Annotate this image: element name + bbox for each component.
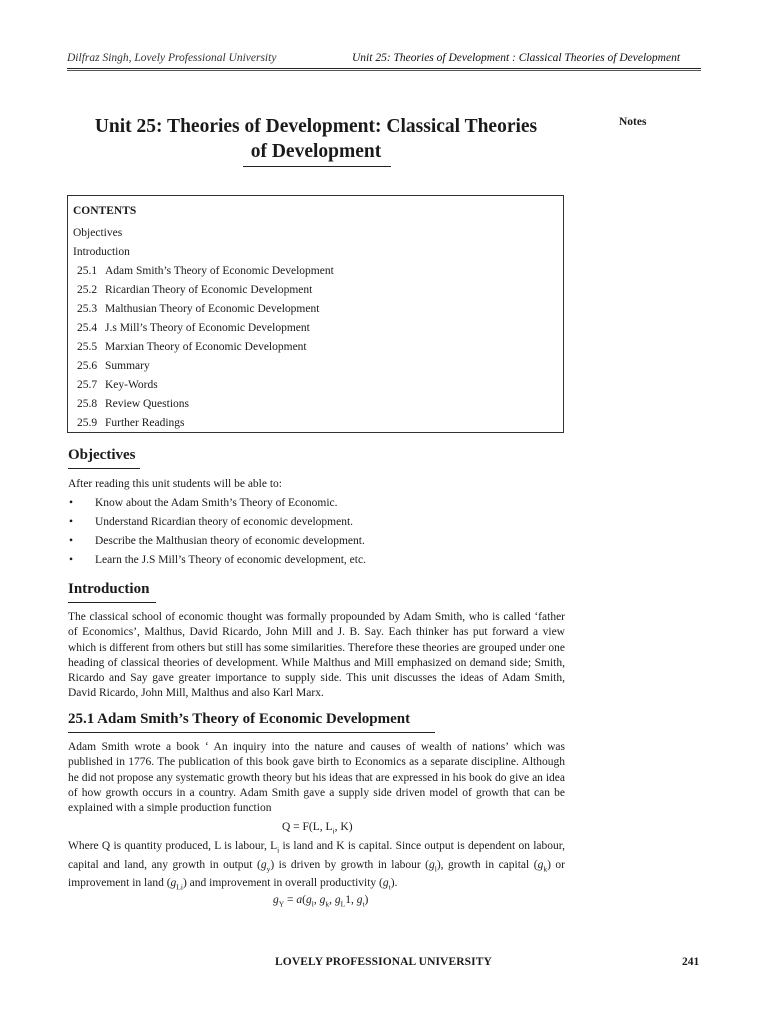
page-number: 241 [682, 956, 700, 968]
objective-text: Understand Ricardian theory of economic development. [95, 516, 354, 528]
contents-item-number: 25.8 [77, 398, 98, 410]
contents-item-number: 25.5 [77, 341, 98, 353]
formula-text: 1, [345, 894, 357, 906]
contents-item [73, 300, 563, 319]
bullet-icon: • [69, 516, 74, 528]
contents-item-number: 25.7 [77, 379, 98, 391]
subscript: Li [176, 882, 183, 892]
unit-title [68, 114, 564, 164]
title-underline [243, 166, 391, 167]
paragraph-text: ). [390, 877, 398, 890]
list-item [68, 513, 565, 532]
contents-item [73, 224, 563, 243]
growth-equation-formula [273, 894, 368, 908]
formula-symbol: g [356, 894, 363, 906]
introduction-heading: Introduction [68, 581, 150, 597]
contents-item [73, 338, 563, 357]
subscript: t [388, 882, 391, 892]
contents-item-label: Key-Words [105, 379, 158, 391]
contents-item [73, 414, 563, 433]
formula-text: ( [302, 894, 307, 906]
formula-text: = [284, 894, 297, 906]
formula-text: , [329, 894, 335, 906]
growth-symbol: g [260, 858, 267, 871]
bullet-icon: • [69, 497, 74, 509]
growth-symbol: g [537, 858, 544, 871]
header-rule [67, 68, 701, 69]
contents-item-number: 25.6 [77, 360, 98, 372]
growth-symbol: g [382, 877, 389, 890]
paragraph-text: ) or improvement in land ( [68, 858, 565, 890]
contents-item-label: Ricardian Theory of Economic Development [105, 284, 313, 296]
paragraph-text: ) and improvement in overall productivity ( [182, 877, 383, 890]
bullet-icon: • [69, 554, 74, 566]
contents-item [73, 376, 563, 395]
section-25-1-paragraph-2 [68, 839, 565, 895]
contents-item [73, 262, 563, 281]
paragraph-text: ), growth in capital ( [436, 858, 538, 871]
formula-subscript: t [362, 899, 365, 909]
list-item [68, 532, 565, 551]
formula-symbol: g [334, 894, 341, 906]
growth-symbol: g [170, 877, 177, 890]
contents-heading: CONTENTS [73, 205, 137, 217]
production-function-formula [282, 821, 353, 835]
formula-symbol: g [273, 894, 279, 906]
formula-text: , K) [334, 821, 353, 833]
contents-item-number: 25.1 [77, 265, 98, 277]
formula-text: , [313, 894, 320, 906]
contents-item-label: Review Questions [105, 398, 190, 410]
contents-item-label: Introduction [73, 246, 130, 258]
formula-symbol: g [306, 894, 312, 906]
paragraph-text: Where Q is quantity produced, L is labour, L [68, 840, 278, 852]
formula-text: Q = F(L, L [282, 821, 333, 833]
objectives-heading-underline [68, 468, 140, 469]
contents-item [73, 395, 563, 414]
section-25-1-paragraph-1: Adam Smith wrote a book ‘ An inquiry into the nature and causes of wealth of nations’ which was published in 1776. The publication of this book gave birth to Economics as a separate discipline. Although he did not propose any systematic growth theory but his ideas that are expressed in his book do give an idea of how growth occurs in a country. Adam Smith gave a supply side driven model of growth that can be explained with a simple production function [68, 741, 565, 815]
subscript: k [543, 863, 548, 873]
contents-item-number: 25.4 [77, 322, 98, 334]
bullet-icon: • [69, 535, 74, 547]
objectives-heading: Objectives [68, 447, 136, 463]
contents-item [73, 243, 563, 262]
contents-item-label: Further Readings [105, 417, 185, 429]
objectives-intro: After reading this unit students will be able to: [68, 478, 282, 490]
introduction-paragraph: The classical school of economic thought was formally propounded by Adam Smith, who is called ‘father of Economics’, Malthus, David Ricardo, John Mill and J. B. Say. Each thinker has put forward a view which is different from others but still has some similarities. Therefore these theories are grouped under one heading of classical theories of development. While Malthus and Mill emphasized on demand side; Smith, Ricardo and Say gave greater importance to supply side. This unit discusses the ideas of Adam Smith, David Ricardo, John Mill, Malthus and also Karl Marx. [68, 611, 565, 700]
formula-subscript: Y [278, 899, 285, 909]
paragraph-text: is land and K is capital. Since output is dependent on labour, capital and land, any growth in output ( [68, 840, 566, 871]
contents-item-label: Objectives [73, 227, 123, 239]
margin-notes-label: Notes [619, 116, 647, 128]
paragraph-text: ) is driven by growth in labour ( [270, 858, 429, 871]
contents-item-label: J.s Mill’s Theory of Economic Development [105, 322, 310, 334]
formula-subscript: L [340, 899, 346, 909]
formula-text: ) [364, 894, 369, 906]
contents-item [73, 357, 563, 376]
unit-title-line-2: of Development [250, 141, 382, 162]
running-header-unit: Unit 25: Theories of Development : Classical Theories of Development [352, 52, 681, 64]
list-item [68, 551, 565, 570]
subscript: l [434, 863, 437, 873]
objective-text: Know about the Adam Smith’s Theory of Economic. [95, 497, 338, 509]
section-25-1-heading-underline [68, 732, 435, 733]
introduction-heading-underline [68, 602, 156, 603]
subscript: i [277, 845, 280, 855]
header-rule-secondary [67, 70, 701, 71]
footer-university: LOVELY PROFESSIONAL UNIVERSITY [275, 956, 492, 968]
contents-item-label: Adam Smith’s Theory of Economic Development [105, 265, 334, 277]
contents-item-number: 25.3 [77, 303, 98, 315]
contents-item-label: Marxian Theory of Economic Development [105, 341, 307, 353]
objective-text: Describe the Malthusian theory of economic development. [95, 535, 365, 547]
list-item [68, 494, 565, 513]
formula-subscript: k [325, 899, 330, 909]
contents-item-number: 25.9 [77, 417, 98, 429]
subscript: y [266, 863, 271, 873]
formula-symbol: g [319, 894, 326, 906]
contents-item-number: 25.2 [77, 284, 98, 296]
contents-item [73, 319, 563, 338]
formula-symbol: a [296, 894, 303, 906]
running-header-author: Dilfraz Singh, Lovely Professional University [67, 52, 277, 64]
unit-title-line-1: Unit 25: Theories of Development: Classical Theories [94, 116, 538, 137]
objectives-list [68, 494, 565, 570]
contents-item-label: Malthusian Theory of Economic Development [105, 303, 320, 315]
contents-item-label: Summary [105, 360, 150, 372]
objective-text: Learn the J.S Mill’s Theory of economic development, etc. [95, 554, 366, 566]
contents-item [73, 281, 563, 300]
growth-symbol: g [428, 858, 435, 871]
formula-subscript: l [311, 899, 314, 909]
formula-subscript: i [332, 826, 335, 836]
contents-box [67, 195, 564, 433]
section-25-1-heading: 25.1 Adam Smith’s Theory of Economic Development [68, 711, 411, 727]
